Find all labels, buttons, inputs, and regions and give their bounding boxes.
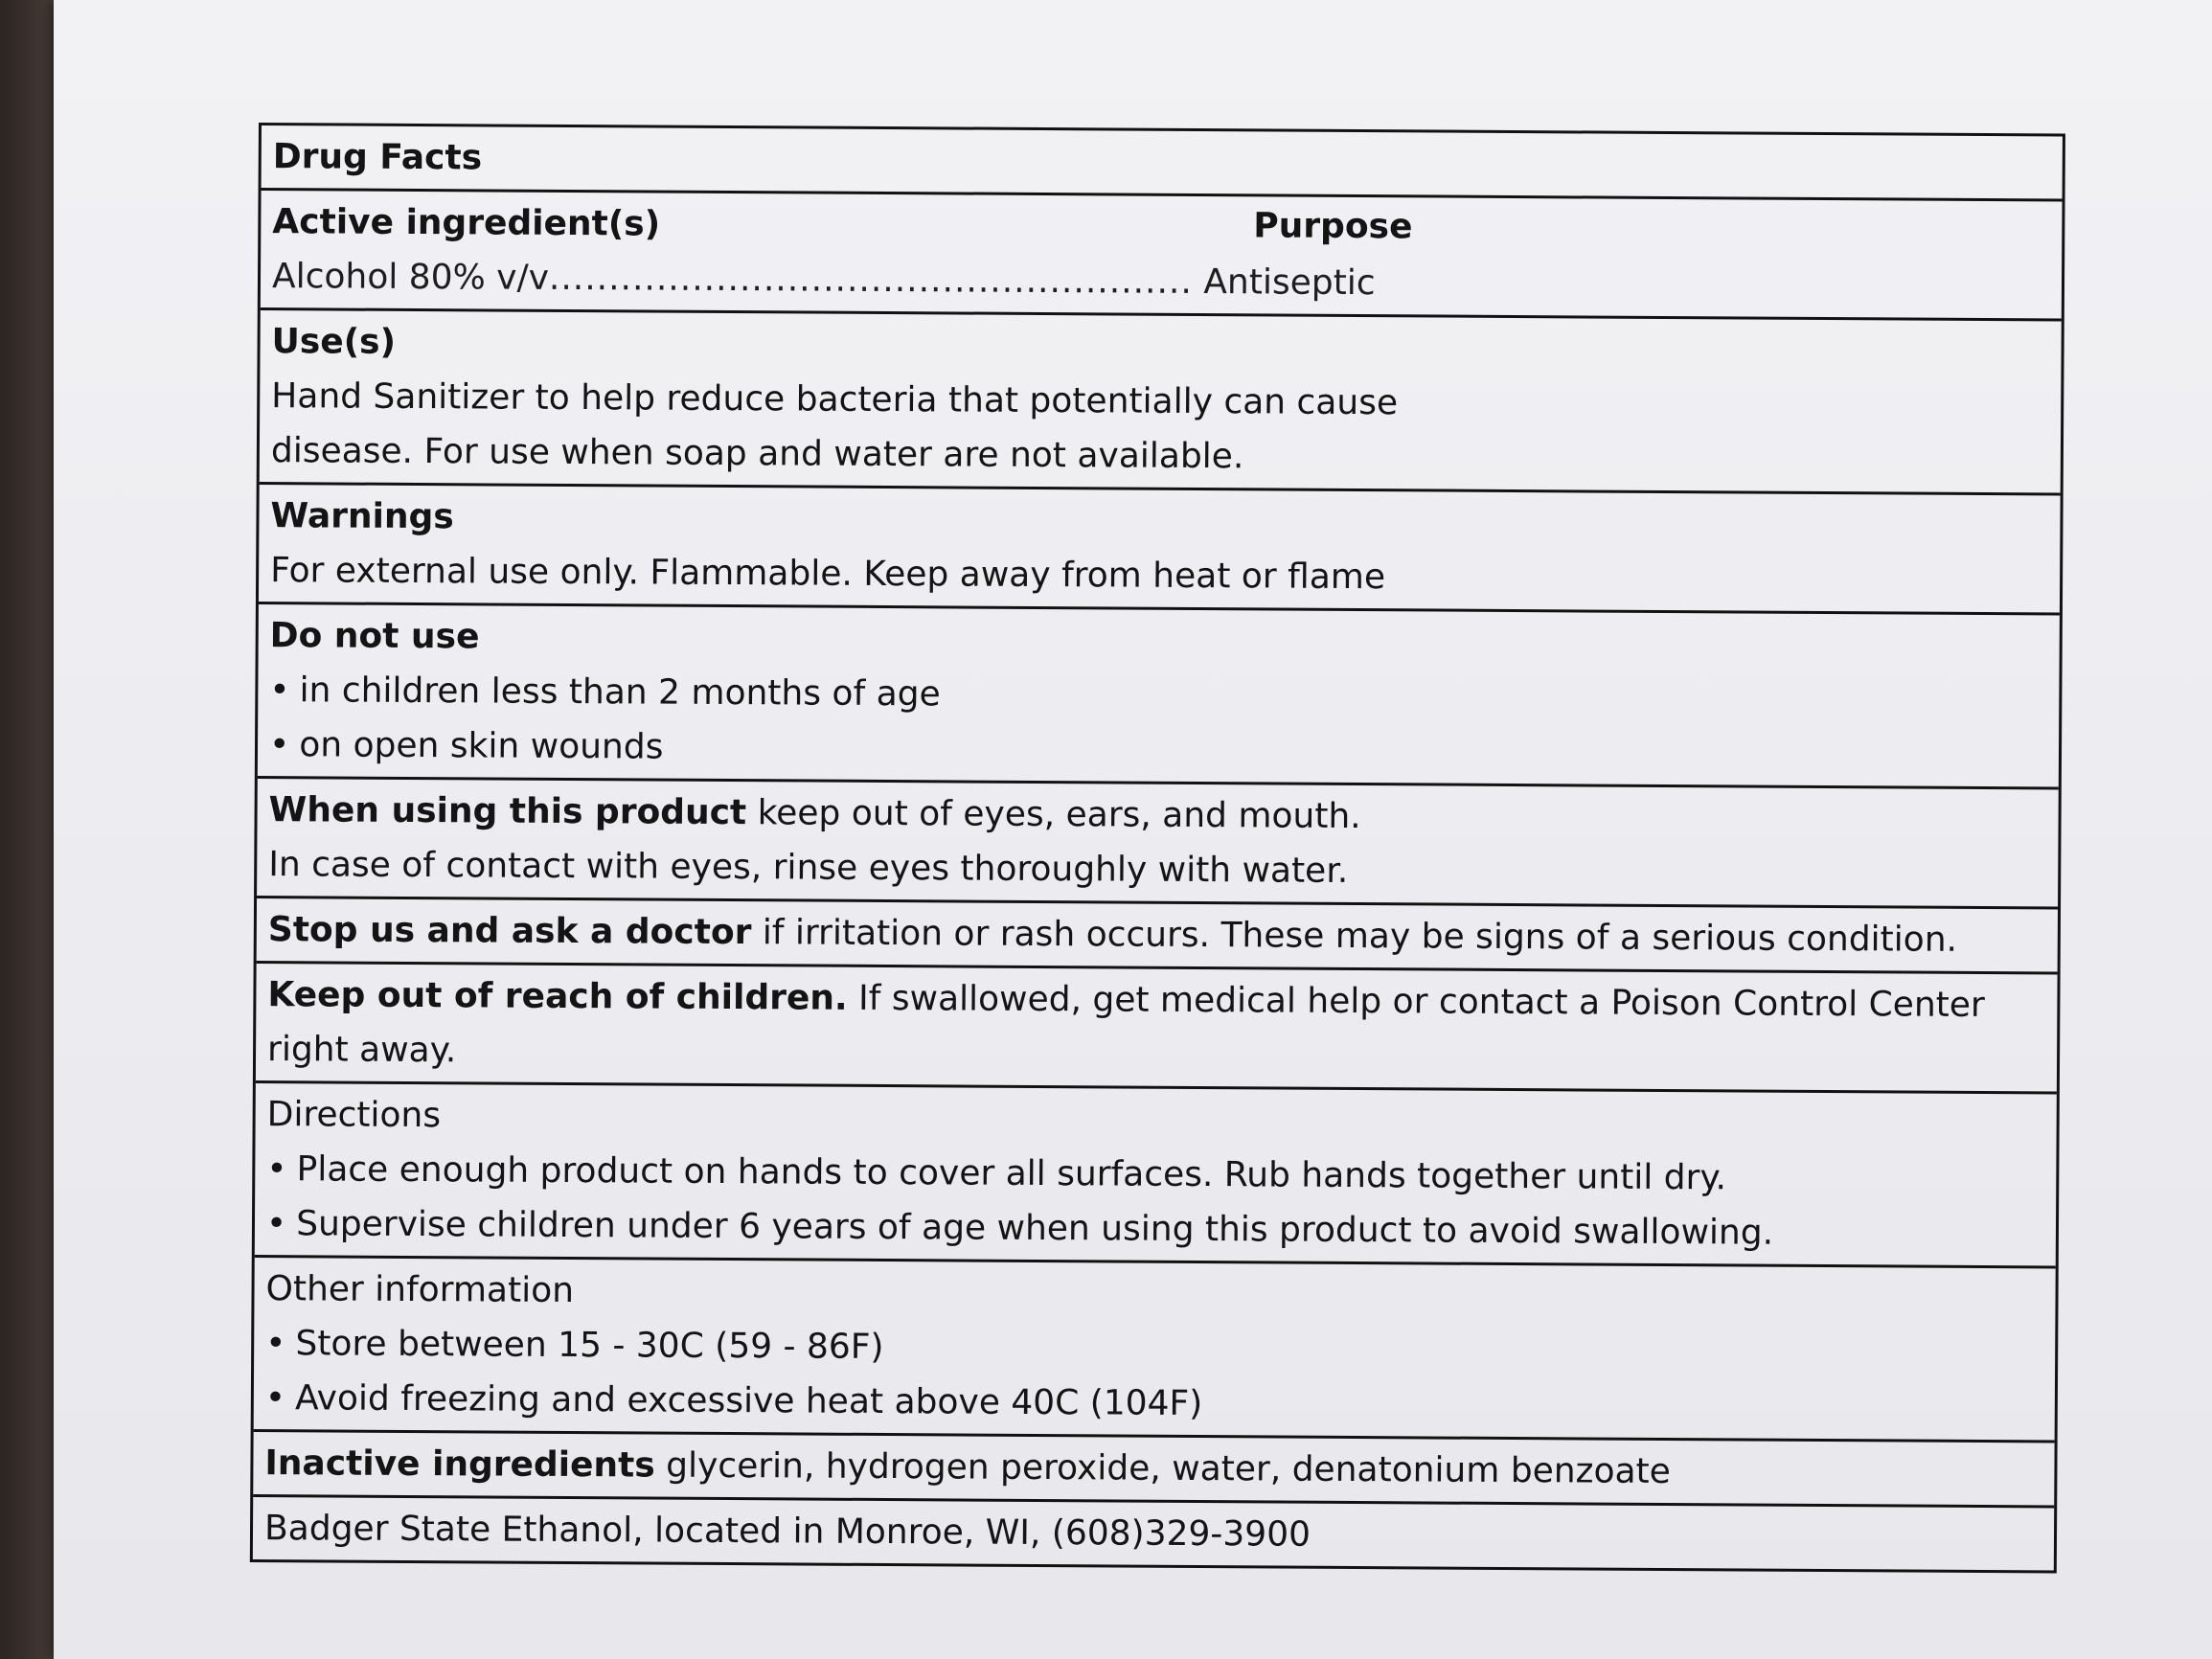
uses-text-line-2: disease. For use when soap and water are not available. [270, 431, 1244, 477]
warnings-text: For external use only. Flammable. Keep away from heat or flame [270, 551, 1386, 598]
title-section [262, 125, 2063, 198]
keep-out-section [256, 961, 2058, 1091]
purpose-heading: Purpose [1253, 206, 1413, 247]
when-using-section [257, 776, 2059, 906]
uses-section [260, 307, 2062, 492]
other-information-item: • Store between 15 - 30C (59 - 86F) [265, 1316, 2045, 1381]
stop-use-section [257, 896, 2058, 971]
do-not-use-section [258, 602, 2060, 786]
when-using-lead: When using this product [268, 790, 747, 833]
active-ingredient-heading: Active ingredient(s) [272, 202, 661, 244]
manufacturer-section [253, 1494, 2054, 1570]
do-not-use-item: • on open skin wounds [269, 717, 2049, 783]
inactive-ingredients-text: glycerin, hydrogen peroxide, water, denatonium benzoate [654, 1445, 1672, 1492]
stop-use-lead: Stop us and ask a doctor [267, 910, 752, 953]
do-not-use-heading: Do not use [269, 616, 480, 657]
inactive-ingredients-section [253, 1429, 2054, 1505]
warnings-section [259, 482, 2061, 612]
background-surface [0, 0, 59, 1659]
when-using-text: keep out of eyes, ears, and mouth. [746, 793, 1361, 837]
stop-use-line [268, 902, 2048, 967]
directions-section [255, 1080, 2057, 1265]
directions-item: • Supervise children under 6 years of age when using this product to avoid swallowing. [266, 1196, 2046, 1261]
warnings-heading: Warnings [270, 496, 454, 537]
uses-heading: Use(s) [271, 322, 397, 362]
directions-heading: Directions [266, 1095, 442, 1136]
other-information-item: • Avoid freezing and excessive heat above 40C (104F) [265, 1371, 2045, 1436]
do-not-use-item: • in children less than 2 months of age [269, 663, 2049, 728]
keep-out-paragraph [267, 975, 1985, 1070]
keep-out-lead: Keep out of reach of children. [267, 975, 848, 1018]
uses-text-line-1: Hand Sanitizer to help reduce bacteria that potentially can cause [271, 376, 1399, 423]
ingredient-line [272, 249, 2052, 314]
label-title: Drug Facts [272, 137, 483, 178]
inactive-ingredients-line [264, 1436, 2044, 1501]
other-information-heading: Other information [265, 1269, 575, 1311]
directions-item: • Place enough product on hands to cover all surfaces. Rub hands together until dry. [266, 1142, 2046, 1207]
manufacturer-text: Badger State Ethanol, located in Monroe, WI, (608)329-3900 [263, 1509, 1311, 1555]
drug-facts-label [250, 123, 2065, 1573]
inactive-ingredients-lead: Inactive ingredients [264, 1443, 655, 1486]
leader-dots: ...................................................... [548, 258, 1194, 302]
active-ingredient-section [261, 188, 2063, 318]
when-using-line-2: In case of contact with eyes, rinse eyes thoroughly with water. [268, 845, 1349, 891]
stop-use-text: if irritation or rash occurs. These may be signs of a serious condition. [751, 913, 1958, 960]
ingredient-purpose: Antiseptic [1203, 262, 1376, 304]
ingredient-name: Alcohol 80% v/v [271, 257, 550, 298]
other-information-section [254, 1255, 2056, 1440]
keep-out-text: If swallowed, get medical help or contact a Poison Control Center right away. [266, 978, 1985, 1071]
